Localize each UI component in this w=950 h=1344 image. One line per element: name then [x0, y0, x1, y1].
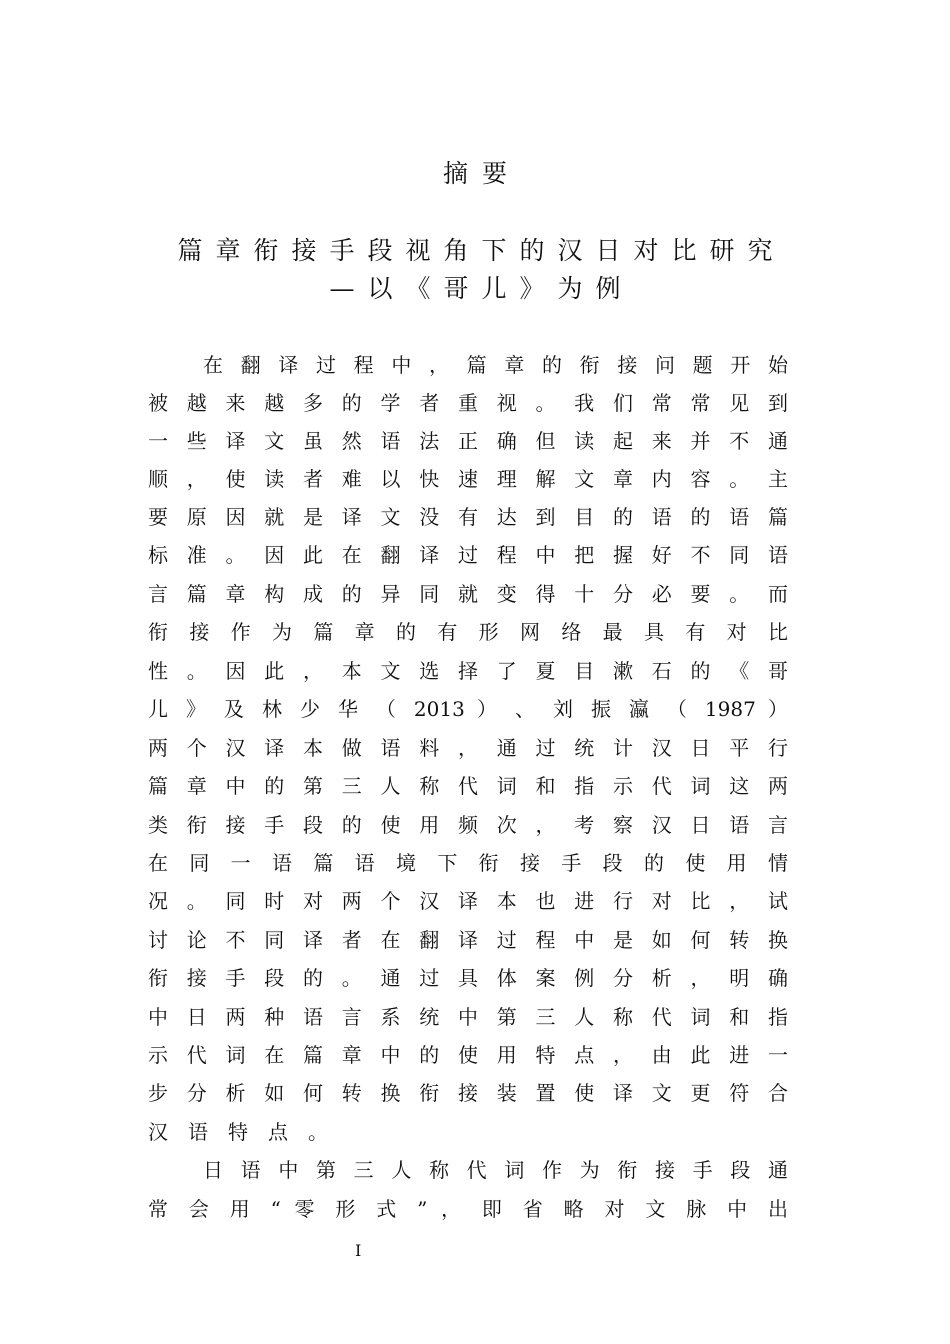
text-line: 要 原 因 就 是 译 文 没 有 达 到 目 的 语 的 语 篇 — [148, 505, 788, 529]
text-line: 在 翻 译 过 程 中 ， 篇 章 的 衔 接 问 题 开 始 — [203, 353, 788, 377]
text-line: 日 语 中 第 三 人 称 代 词 作 为 衔 接 手 段 通 — [203, 1158, 788, 1182]
text-line: 中 日 两 种 语 言 系 统 中 第 三 人 称 代 词 和 指 — [148, 1005, 788, 1029]
text-line: 衔 接 手 段 的 。 通 过 具 体 案 例 分 析 ， 明 确 — [148, 966, 788, 990]
text-line: 汉语特点。 — [148, 1120, 348, 1144]
text-line: 标 准 。 因 此 在 翻 译 过 程 中 把 握 好 不 同 语 — [148, 543, 788, 567]
text-line: 示 代 词 在 篇 章 中 的 使 用 特 点 ， 由 此 进 一 — [148, 1043, 788, 1067]
text-line: 一 些 译 文 虽 然 语 法 正 确 但 读 起 来 并 不 通 — [148, 429, 788, 453]
text-line: 篇 章 中 的 第 三 人 称 代 词 和 指 示 代 词 这 两 — [148, 774, 788, 798]
text-line: 讨 论 不 同 译 者 在 翻 译 过 程 中 是 如 何 转 换 — [148, 928, 788, 952]
text-line: 被 越 来 越 多 的 学 者 重 视 。 我 们 常 常 见 到 — [148, 391, 788, 415]
abstract-heading: 摘要 — [442, 159, 521, 188]
text-line: 言 篇 章 构 成 的 异 同 就 变 得 十 分 必 要 。 而 — [148, 582, 788, 606]
text-line: 衔 接 作 为 篇 章 的 有 形 网 络 最 具 有 对 比 — [148, 620, 788, 644]
paper-title: 篇章衔接手段视角下的汉日对比研究 — [177, 236, 786, 265]
text-line: 常 会 用 “ 零 形 式 ” ， 即 省 略 对 文 脉 中 出 — [148, 1197, 788, 1221]
text-line: 况 。 同 时 对 两 个 汉 译 本 也 进 行 对 比 ， 试 — [148, 889, 788, 913]
text-line: 步 分 析 如 何 转 换 衔 接 装 置 使 译 文 更 符 合 — [148, 1081, 788, 1105]
paper-subtitle: —以《哥儿》为例 — [329, 274, 634, 303]
page-number: I — [355, 1241, 362, 1260]
text-line: 儿 》 及 林 少 华 （ 2013 ） 、 刘 振 瀛 （ 1987 ） — [148, 697, 788, 721]
text-line: 两 个 汉 译 本 做 语 料 ， 通 过 统 计 汉 日 平 行 — [148, 736, 788, 760]
text-line: 性 。 因 此 ， 本 文 选 择 了 夏 目 漱 石 的 《 哥 — [148, 659, 788, 683]
text-line: 在 同 一 语 篇 语 境 下 衔 接 手 段 的 使 用 情 — [148, 851, 788, 875]
text-line: 顺 ， 使 读 者 难 以 快 速 理 解 文 章 内 容 。 主 — [148, 467, 788, 491]
text-line: 类 衔 接 手 段 的 使 用 频 次 ， 考 察 汉 日 语 言 — [148, 813, 788, 837]
